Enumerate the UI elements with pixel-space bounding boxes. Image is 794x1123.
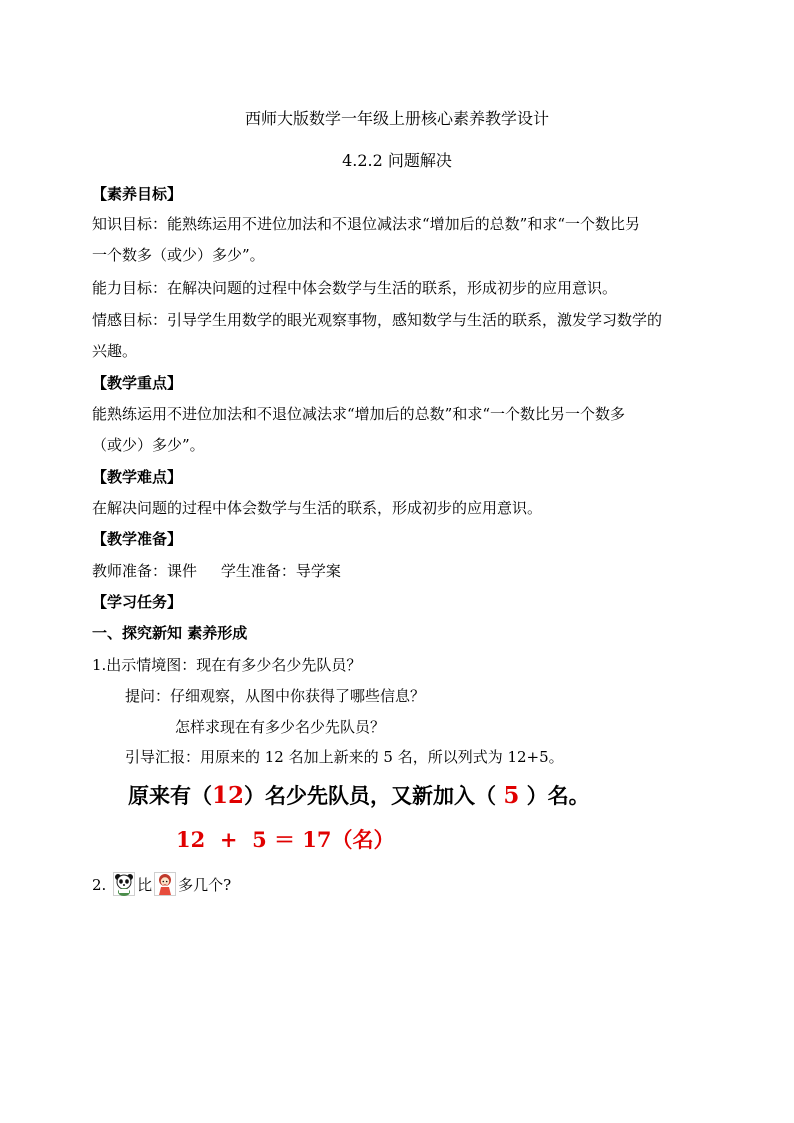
statement-part-b: ）名少先队员，又新加入（ — [244, 783, 504, 808]
knowledge-goal-line1: 知识目标：能熟练运用不进位加法和不退位减法求“增加后的总数”和求“一个数比另 — [92, 215, 641, 233]
knowledge-goal-line2: 一个数多（或少）多少”。 — [92, 246, 265, 264]
girl-icon — [154, 872, 176, 896]
key-points-line2: （或少）多少”。 — [92, 436, 205, 454]
statement-part-a: 原来有（ — [128, 783, 212, 808]
preparation-line1: 教师准备：课件 学生准备：导学案 — [92, 562, 341, 580]
difficulties-line1: 在解决问题的过程中体会数学与生活的联系，形成初步的应用意识。 — [92, 499, 543, 517]
item-two — [92, 872, 231, 898]
heading-learning-tasks: 【学习任务】 — [92, 593, 183, 611]
heading-preparation: 【教学准备】 — [92, 530, 183, 548]
statement-num-a: 12 — [212, 782, 245, 809]
statement-part-c: ）名。 — [519, 783, 590, 808]
statement-line — [128, 780, 590, 810]
statement-num-b: 5 — [503, 782, 520, 809]
ability-goal: 能力目标：在解决问题的过程中体会数学与生活的联系，形成初步的应用意识。 — [92, 279, 618, 297]
equation: 12 + 5 ＝ 17（名） — [176, 827, 395, 852]
emotion-goal-line1: 情感目标：引导学生用数学的眼光观察事物，感知数学与生活的联系，激发学习数学的 — [92, 311, 663, 329]
emotion-goal-line2: 兴趣。 — [92, 342, 138, 360]
guide-report: 引导汇报：用原来的 12 名加上新来的 5 名，所以列式为 12+5。 — [125, 748, 564, 766]
heading-literacy-goals: 【素养目标】 — [92, 185, 183, 203]
item-one: 1.出示情境图：现在有多少名少先队员？ — [92, 656, 362, 674]
heading-difficulties: 【教学难点】 — [92, 468, 183, 486]
item-two-number: 2. — [92, 876, 107, 894]
document-title: 西师大版数学一年级上册核心素养教学设计 — [244, 109, 549, 128]
comparison-word: 比 — [137, 876, 153, 894]
key-points-line1: 能熟练运用不进位加法和不退位减法求“增加后的总数”和求“一个数比另一个数多 — [92, 405, 626, 423]
panda-icon — [113, 872, 135, 896]
question-one: 提问：仔细观察，从图中你获得了哪些信息？ — [125, 687, 426, 705]
question-two: 怎样求现在有多少名少先队员？ — [175, 718, 386, 736]
heading-key-points: 【教学重点】 — [92, 374, 183, 392]
lesson-subtitle: 4.2.2 问题解决 — [342, 151, 452, 170]
part-one-heading: 一、探究新知 素养形成 — [92, 624, 248, 642]
question-rest: 多几个? — [178, 876, 232, 894]
